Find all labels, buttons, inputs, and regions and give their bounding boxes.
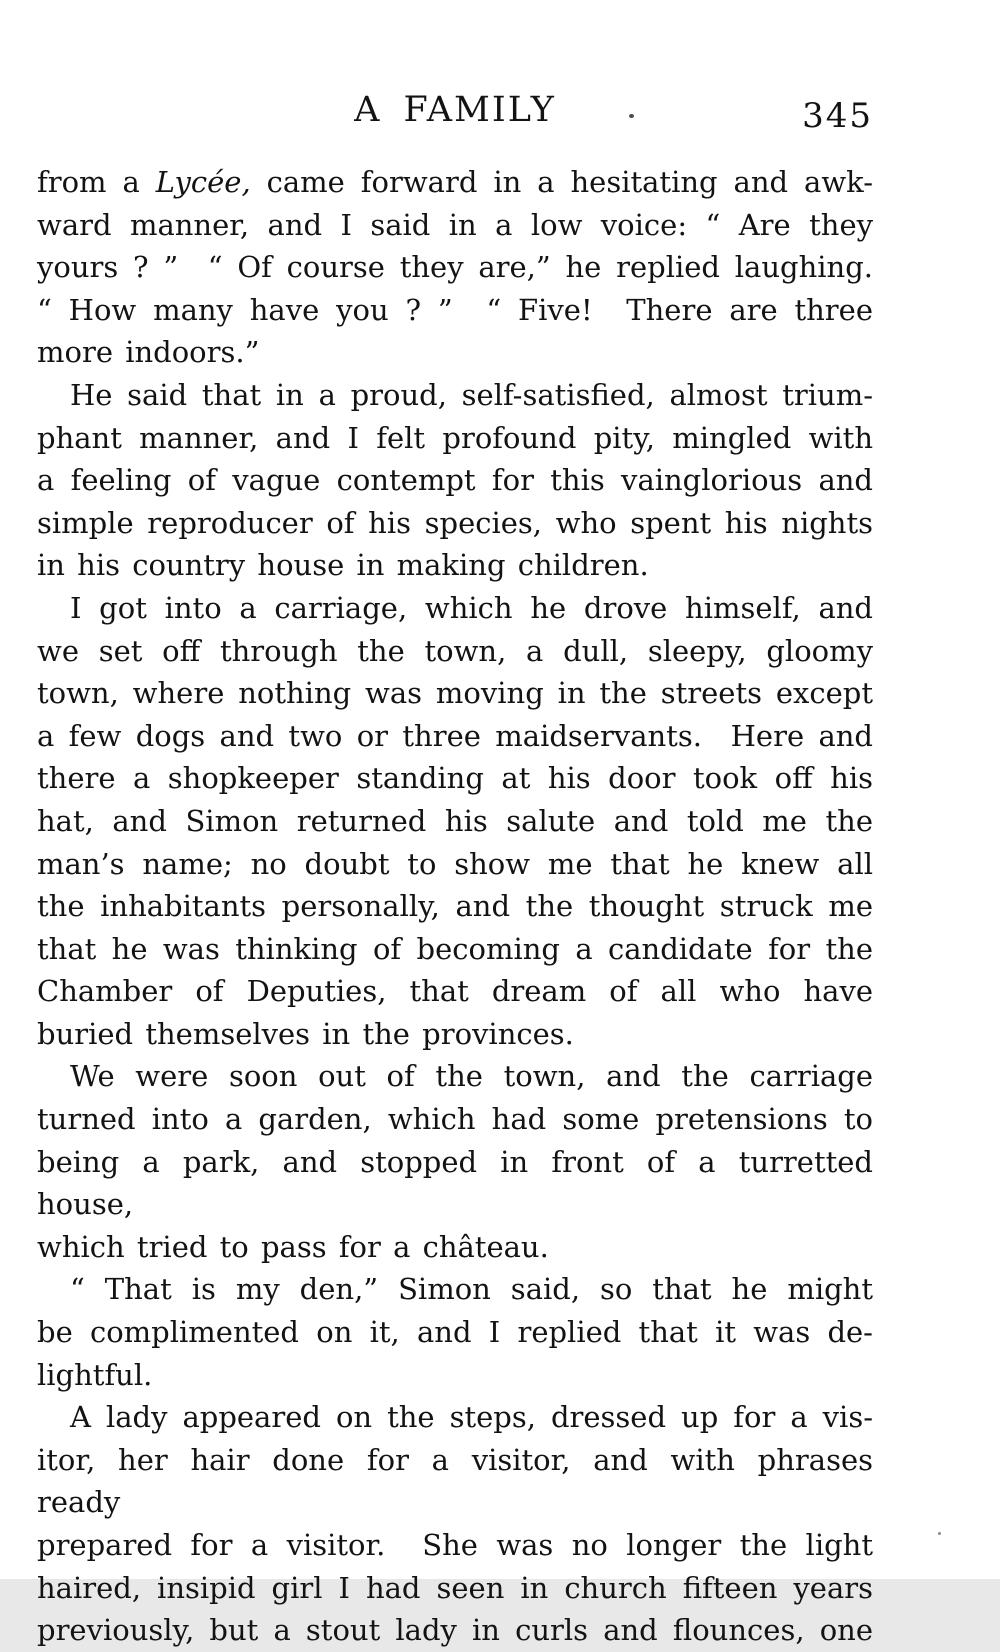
text-line: a feeling of vague contempt for this vainglorious and [37,463,873,498]
text-line: “ How many have you ? ” “ Five! There are three [37,292,873,327]
page-number: 345 [802,96,873,136]
text-line: from a Lycée, came forward in a hesitating and awk- [37,165,874,199]
text-line: We were soon out of the town, and the carriage [70,1059,873,1094]
text-line: haired, insipid girl I had seen in church fifteen years [37,1570,873,1605]
text-line: Chamber of Deputies, that dream of all who have [37,974,873,1009]
text-line: more indoors.” [37,335,260,370]
text-line: which tried to pass for a château. [37,1229,549,1264]
scan-artifact [629,114,634,118]
text-line: He said that in a proud, self-satisfied, almost trium- [70,377,873,412]
text-line: simple reproducer of his species, who spent his nights [37,505,873,540]
text-line: man’s name; no doubt to show me that he knew all [37,846,873,881]
text-line: the inhabitants personally, and the thought struck me [37,889,873,924]
text-line: being a park, and stopped in front of a turretted house, [37,1144,873,1222]
text-line: we set off through the town, a dull, sleepy, gloomy [37,633,873,668]
text-line: prepared for a visitor. She was no longer the light [37,1528,873,1562]
text-line: that he was thinking of becoming a candidate for the [37,931,873,966]
text-line: buried themselves in the provinces. [37,1016,574,1051]
text-line: be complimented on it, and I replied that it was de- [37,1315,873,1350]
text-line: town, where nothing was moving in the streets except [37,676,873,711]
scan-artifact [938,1532,941,1535]
text-line: turned into a garden, which had some pretensions to [37,1102,873,1137]
text-line: “ That is my den,” Simon said, so that he might [70,1272,873,1307]
text-line: I got into a carriage, which he drove himself, and [70,590,873,625]
text-line: itor, her hair done for a visitor, and with phrases ready [37,1442,873,1520]
text-line: in his country house in making children. [37,548,649,583]
running-header [37,90,873,138]
text-line: yours ? ” “ Of course they are,” he replied laughing. [37,250,873,285]
page-title: A FAMILY [354,90,556,130]
text-line: a few dogs and two or three maidservants. Here and [37,718,873,753]
text-line: phant manner, and I felt profound pity, mingled with [37,420,873,455]
text-line: previously, but a stout lady in curls and flounces, one [37,1613,873,1648]
text-line: ward manner, and I said in a low voice: “ Are they [37,207,873,242]
italic-text: Lycée, [155,165,251,199]
text-line: lightful. [37,1357,153,1392]
text-line: there a shopkeeper standing at his door took off his [37,761,873,796]
text-line: hat, and Simon returned his salute and told me the [37,803,873,838]
text-line: A lady appeared on the steps, dressed up for a vis- [70,1400,873,1435]
page-body [37,161,873,1652]
